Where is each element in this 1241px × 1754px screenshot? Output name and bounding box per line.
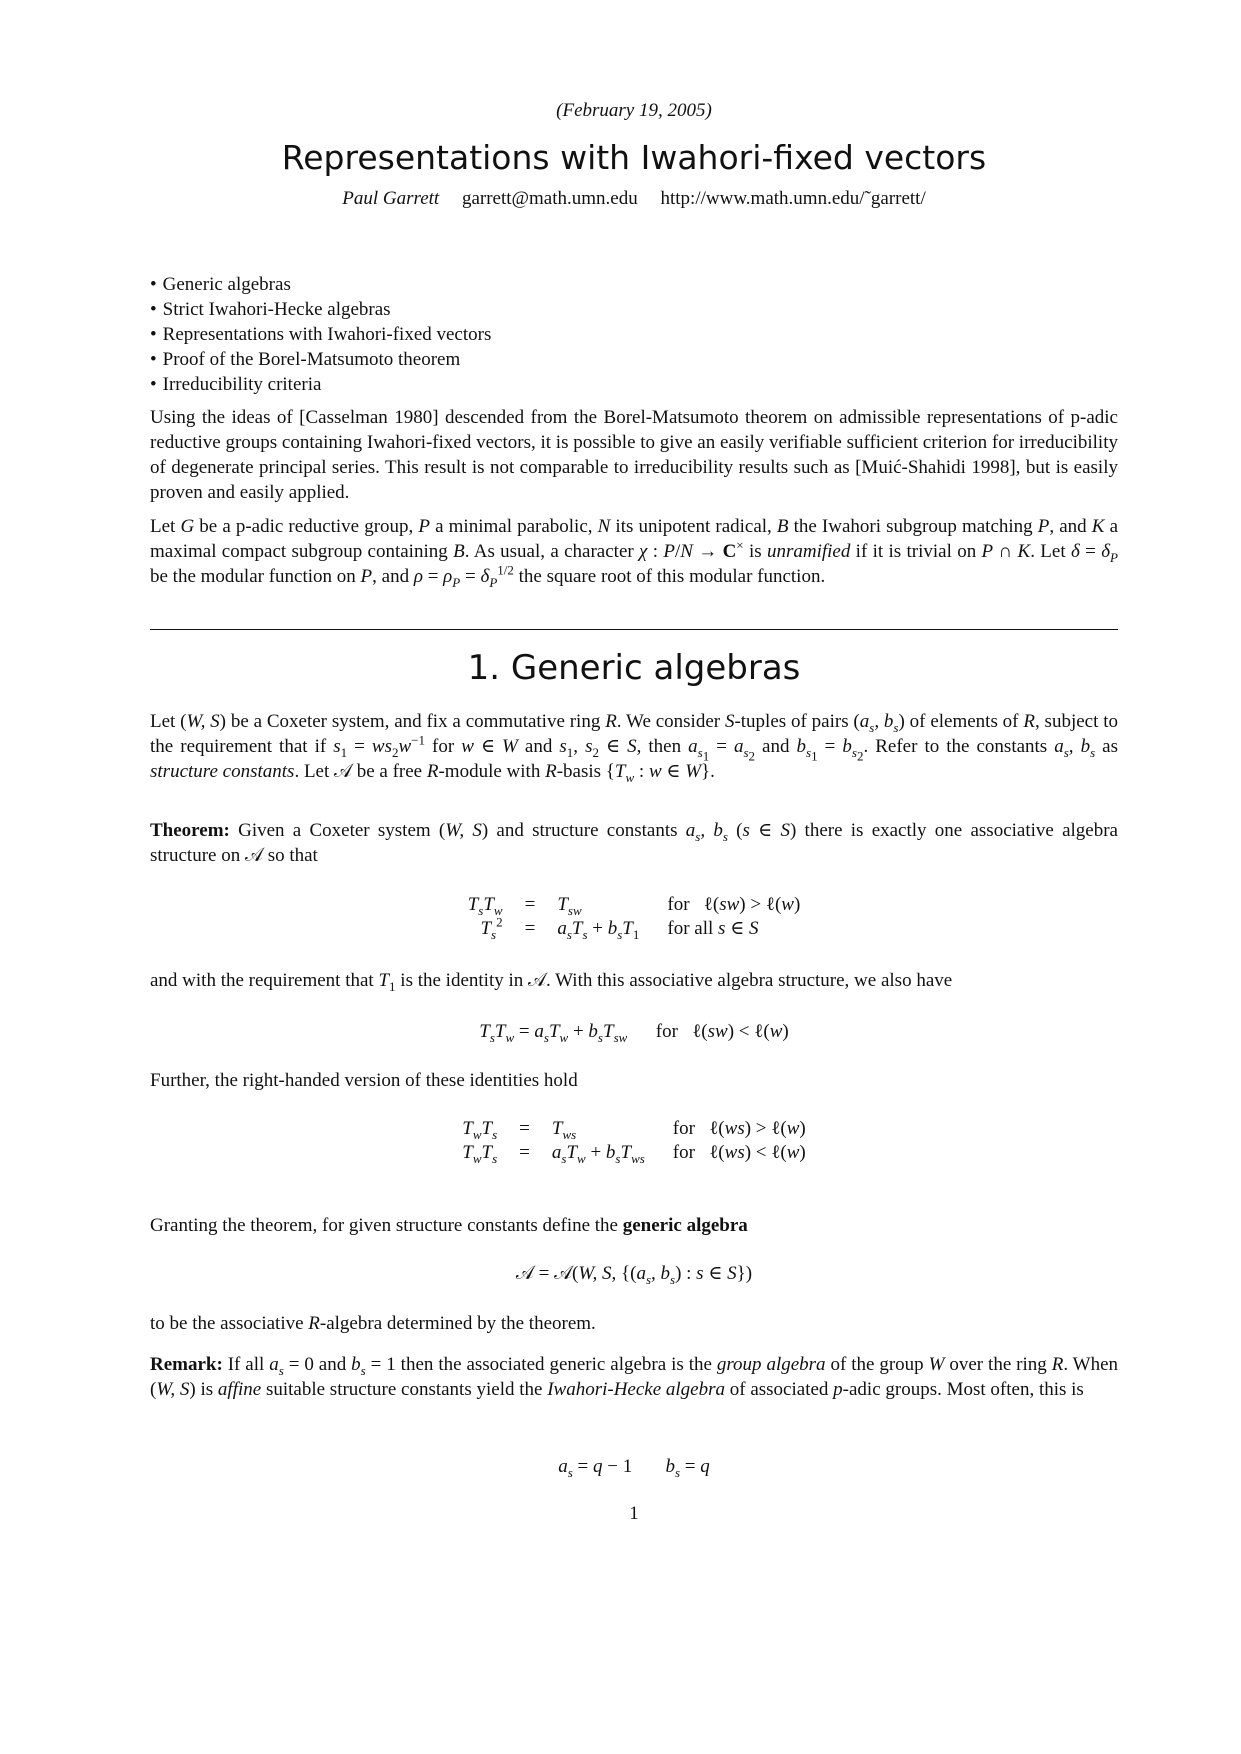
right-handed-paragraph: Further, the right-handed version of these identities hold <box>150 1070 578 1091</box>
author-email: garrett@math.umn.edu <box>461 188 638 209</box>
topic-item: • Generic algebras <box>150 272 491 297</box>
identity-paragraph: and with the requirement that $T_1$ is the identity in 𝒜. With this associative algebra structure, we also have <box>150 970 953 994</box>
topic-item: • Strict Iwahori-Hecke algebras <box>150 297 491 322</box>
equation-generic-algebra: 𝒜 = 𝒜(W, S, {($a_s$, $b_s$) : s ∈ S}) <box>515 1263 753 1287</box>
equation-block-right-mult: $T_wT_s$ = $T_{ws}$ for ℓ(ws) > ℓ(w) $T_wT_s$ = $a_sT_w + b_sT_{ws}$ for ℓ(ws) < ℓ(w) <box>462 1118 806 1166</box>
remark-paragraph: Remark: If all $a_s = 0$ and $b_s = 1$ then the associated generic algebra is the group algebra of the group W over the ring R. When (W, S) is affine suitable structure constants yield the Iwahori-Hecke algebra of associated p-adic groups. Most often, this is <box>150 1354 1119 1400</box>
topic-item: • Proof of the Borel-Matsumoto theorem <box>150 347 491 372</box>
author-url: http://www.math.umn.edu/˜garrett/ <box>660 188 926 209</box>
author-line <box>150 188 1118 210</box>
generic-algebra-term: generic algebra <box>622 1215 748 1236</box>
document-title: Representations with Iwahori-fixed vectors <box>281 138 987 177</box>
document-date: (February 19, 2005) <box>556 100 712 121</box>
topic-item: • Irreducibility criteria <box>150 372 491 397</box>
topic-list <box>150 272 491 397</box>
definition-paragraph: to be the associative R-algebra determined by the theorem. <box>150 1313 596 1334</box>
remark-label: Remark: <box>150 1354 223 1375</box>
intro-paragraph: Using the ideas of [Casselman 1980] descended from the Borel-Matsumoto theorem on admissible representations of p-adic reductive groups containing Iwahori-fixed vectors, it is possible to give an easily verifiable sufficient criterion for irreducibility of degenerate principal series. This result is not comparable to irreducibility results such as [Muić-Shahidi 1998], but is easily proven and easily applied. <box>150 407 1118 503</box>
equation-block-left-mult: $T_sT_w$ = $T_{sw}$ for ℓ(sw) > ℓ(w) $T_s^2$ = $a_sT_s + b_sT_1$ for all s ∈ S <box>467 894 801 942</box>
generic-algebra-paragraph <box>150 1213 1118 1238</box>
section-divider <box>150 629 1118 630</box>
author-name: Paul Garrett <box>342 188 440 209</box>
setup-paragraph: Let G be a p-adic reductive group, P a minimal parabolic, N its unipotent radical, B the Iwahori subgroup matching P, and K a maximal compact subgroup containing B. As usual, a character χ : P/N → C× is unramified if it is trivial on P ∩ K. Let $\delta = \delta_P$ be the modular function on P, and $\rho = \rho_P = \delta_P^{1/2}$ the square root of this modular function. <box>150 516 1119 590</box>
section-heading: 1. Generic algebras <box>467 648 801 688</box>
coxeter-paragraph: Let (W, S) be a Coxeter system, and fix a commutative ring R. We consider S-tuples of pairs ($a_s$, $b_s$) of elements of R, subject to the requirement that if $s_1 = ws_2w^{-1}$ for w ∈ W and $s_1$, $s_2$ ∈ S, then $a_{s_1} = a_{s_2}$ and $b_{s_1} = b_{s_2}$. Refer to the constants $a_s$, $b_s$ as structure constants. Let 𝒜 be a free R-module with R-basis {$T_w$ : w ∈ W}. <box>150 711 1118 785</box>
topic-item: • Representations with Iwahori-fixed vectors <box>150 322 491 347</box>
theorem-label: Theorem: <box>150 820 230 841</box>
granting-text: Granting the theorem, for given structure constants define the <box>150 1215 618 1236</box>
equation-left-decrease: $T_sT_w = a_sT_w + b_sT_{sw}$ for ℓ(sw) < ℓ(w) <box>479 1021 789 1045</box>
page-number: 1 <box>629 1503 639 1524</box>
equation-structure-constants: $a_s = q - 1$ $b_s = q$ <box>558 1456 710 1480</box>
theorem-paragraph: Theorem: Given a Coxeter system (W, S) and structure constants $a_s$, $b_s$ (s ∈ S) there is exactly one associative algebra structure on 𝒜 so that <box>150 820 1118 866</box>
